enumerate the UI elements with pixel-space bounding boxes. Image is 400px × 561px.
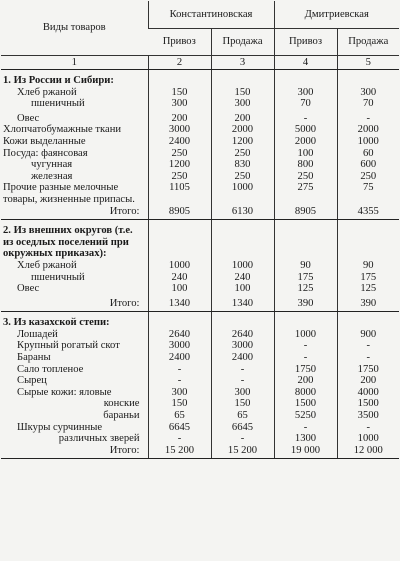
cell-value: 1000 xyxy=(211,182,274,205)
cell-value: 1105 xyxy=(148,182,211,205)
table-row xyxy=(1,283,399,295)
cell-value: 90 xyxy=(337,260,399,272)
row-label: железная xyxy=(31,170,73,182)
row-label: Сало топленое xyxy=(17,363,84,375)
cell-value: 1000 xyxy=(337,433,399,445)
row-label: 1. Из России и Сибири: xyxy=(3,75,114,86)
header-prodazha-2: Продажа xyxy=(337,29,399,56)
cell-value: 800 xyxy=(274,159,337,171)
table-row xyxy=(1,387,399,399)
cell-value: 75 xyxy=(337,182,399,205)
table-row xyxy=(1,352,399,364)
cell-value: 19 000 xyxy=(274,445,337,459)
cell-value: 1000 xyxy=(211,260,274,272)
cell-value: 175 xyxy=(337,272,399,284)
row-label: конские xyxy=(103,398,140,410)
table-row xyxy=(1,410,399,422)
row-label: бараньи xyxy=(103,410,140,422)
cell-value: - xyxy=(274,340,337,352)
row-label: 3. Из казахской степи: xyxy=(3,317,110,329)
cell-value: 390 xyxy=(274,295,337,312)
row-label: пшеничный xyxy=(31,98,85,110)
cell-value: 300 xyxy=(148,98,211,110)
cell-value: 300 xyxy=(148,387,211,399)
cell-value: 1340 xyxy=(211,295,274,312)
cell-value: - xyxy=(211,433,274,445)
cell-value: 275 xyxy=(274,182,337,205)
cell-value: 600 xyxy=(337,159,399,171)
table-row xyxy=(1,87,399,99)
cell-value: 250 xyxy=(337,171,399,183)
cell-value: 5250 xyxy=(274,410,337,422)
row-label: Сырые кожи: яловые xyxy=(17,386,112,398)
cell-value xyxy=(211,70,274,87)
header-col-number-3: 3 xyxy=(211,56,274,70)
cell-value: 200 xyxy=(148,110,211,125)
cell-value: - xyxy=(274,422,337,434)
cell-value: 8905 xyxy=(274,206,337,220)
table-row xyxy=(1,433,399,445)
cell-value: 65 xyxy=(148,410,211,422)
cell-value: 300 xyxy=(274,87,337,99)
cell-value xyxy=(274,220,337,260)
cell-value: 300 xyxy=(211,98,274,110)
row-label: Шкуры сурчинные xyxy=(17,421,103,433)
cell-value: 200 xyxy=(211,110,274,125)
header-col-number-4: 4 xyxy=(274,56,337,70)
cell-value: - xyxy=(148,364,211,376)
cell-value: 8000 xyxy=(274,387,337,399)
cell-value: 2400 xyxy=(148,136,211,148)
cell-value: 6130 xyxy=(211,206,274,220)
cell-value xyxy=(274,312,337,329)
cell-value: 250 xyxy=(211,171,274,183)
cell-value xyxy=(211,312,274,329)
cell-value: 240 xyxy=(211,272,274,284)
row-label: Крупный рогатый скот xyxy=(17,340,120,352)
row-label: Посуда: фаянсовая xyxy=(3,147,88,159)
table-row xyxy=(1,171,399,183)
row-label: Итого: xyxy=(1,445,148,459)
cell-value: 1000 xyxy=(148,260,211,272)
cell-value: 1500 xyxy=(337,398,399,410)
cell-value: 150 xyxy=(148,87,211,99)
cell-value: 2400 xyxy=(148,352,211,364)
cell-value: 1500 xyxy=(274,398,337,410)
cell-value: 1750 xyxy=(274,364,337,376)
header-col-number-1: 1 xyxy=(1,56,148,70)
cell-value: 100 xyxy=(211,283,274,295)
cell-value: 3000 xyxy=(211,340,274,352)
cell-value: 3500 xyxy=(337,410,399,422)
table-row xyxy=(1,295,399,312)
cell-value: 12 000 xyxy=(337,445,399,459)
table-row xyxy=(1,375,399,387)
cell-value: - xyxy=(211,375,274,387)
cell-value: 6645 xyxy=(211,422,274,434)
table-row xyxy=(1,272,399,284)
cell-value: 1000 xyxy=(274,329,337,341)
cell-value: 65 xyxy=(211,410,274,422)
row-label: Итого: xyxy=(1,206,148,220)
cell-value: 2000 xyxy=(337,124,399,136)
cell-value: 70 xyxy=(337,98,399,110)
table-row xyxy=(1,136,399,148)
row-label: Прочие разные мелочные товары, жизненные припасы. xyxy=(3,182,135,205)
cell-value xyxy=(274,70,337,87)
header-prodazha-1: Продажа xyxy=(211,29,274,56)
cell-value: 250 xyxy=(148,171,211,183)
cell-value: 2000 xyxy=(211,124,274,136)
row-label: Овес xyxy=(17,112,40,124)
cell-value: 150 xyxy=(211,87,274,99)
cell-value: 250 xyxy=(211,148,274,160)
table-row xyxy=(1,398,399,410)
header-dmitrievskaya: Дмитриевская xyxy=(274,1,399,29)
cell-value: - xyxy=(274,352,337,364)
cell-value: 1200 xyxy=(211,136,274,148)
cell-value: 125 xyxy=(337,283,399,295)
table-row xyxy=(1,70,399,87)
table-body xyxy=(1,70,399,459)
cell-value: 390 xyxy=(337,295,399,312)
cell-value: 150 xyxy=(211,398,274,410)
cell-value: 300 xyxy=(337,87,399,99)
row-label: чугунная xyxy=(31,159,73,171)
cell-value xyxy=(337,70,399,87)
table-row xyxy=(1,260,399,272)
table-row xyxy=(1,364,399,376)
header-konstantinovskaya: Константиновская xyxy=(148,1,274,29)
cell-value: 3000 xyxy=(148,340,211,352)
cell-value: 100 xyxy=(274,148,337,160)
trade-table xyxy=(1,1,399,459)
row-label: Кожи выделанные xyxy=(3,135,86,147)
cell-value: 2400 xyxy=(211,352,274,364)
cell-value: 200 xyxy=(274,375,337,387)
cell-value: 4000 xyxy=(337,387,399,399)
cell-value: - xyxy=(337,422,399,434)
cell-value: 150 xyxy=(148,398,211,410)
cell-value: - xyxy=(337,110,399,125)
cell-value: 175 xyxy=(274,272,337,284)
cell-value: 900 xyxy=(337,329,399,341)
row-label: Хлопчатобумажные ткани xyxy=(3,124,122,136)
cell-value xyxy=(148,312,211,329)
cell-value: - xyxy=(274,110,337,125)
cell-value: - xyxy=(148,433,211,445)
cell-value: 1750 xyxy=(337,364,399,376)
header-privoz-2: Привоз xyxy=(274,29,337,56)
table-row xyxy=(1,159,399,171)
cell-value: 70 xyxy=(274,98,337,110)
row-label: Хлеб ржаной xyxy=(17,259,77,271)
cell-value: 90 xyxy=(274,260,337,272)
row-label: Овес xyxy=(17,283,40,295)
cell-value: 1340 xyxy=(148,295,211,312)
cell-value: 2640 xyxy=(148,329,211,341)
table-row xyxy=(1,206,399,220)
cell-value: 250 xyxy=(148,148,211,160)
table-row xyxy=(1,148,399,160)
table-row xyxy=(1,220,399,260)
header-goods: Виды товаров xyxy=(1,1,148,56)
table-row xyxy=(1,98,399,110)
table-row xyxy=(1,124,399,136)
cell-value: 2640 xyxy=(211,329,274,341)
cell-value xyxy=(211,220,274,260)
table-row xyxy=(1,312,399,329)
cell-value xyxy=(148,220,211,260)
table-row xyxy=(1,110,399,125)
cell-value: 5000 xyxy=(274,124,337,136)
cell-value: 830 xyxy=(211,159,274,171)
cell-value: 3000 xyxy=(148,124,211,136)
cell-value: 1200 xyxy=(148,159,211,171)
header-col-number-2: 2 xyxy=(148,56,211,70)
cell-value: 250 xyxy=(274,171,337,183)
row-label: Бараны xyxy=(17,352,51,364)
header-privoz-1: Привоз xyxy=(148,29,211,56)
cell-value xyxy=(337,312,399,329)
cell-value: 100 xyxy=(148,283,211,295)
cell-value: 1300 xyxy=(274,433,337,445)
row-label: пшеничный xyxy=(31,271,85,283)
row-label: Сырец xyxy=(17,375,47,387)
cell-value: 15 200 xyxy=(148,445,211,459)
cell-value: - xyxy=(211,364,274,376)
row-label: 2. Из внешних округов (т.е. из оседлых поселений при окружных приказах): xyxy=(3,225,133,260)
cell-value: 6645 xyxy=(148,422,211,434)
cell-value: - xyxy=(337,340,399,352)
cell-value: - xyxy=(337,352,399,364)
cell-value: 8905 xyxy=(148,206,211,220)
row-label: различных зверей xyxy=(58,433,140,445)
cell-value xyxy=(337,220,399,260)
cell-value: 300 xyxy=(211,387,274,399)
row-label: Итого: xyxy=(1,295,148,312)
cell-value: 240 xyxy=(148,272,211,284)
row-label: Хлеб ржаной xyxy=(17,86,77,98)
table-row xyxy=(1,329,399,341)
table-row xyxy=(1,182,399,205)
cell-value: 2000 xyxy=(274,136,337,148)
cell-value: - xyxy=(148,375,211,387)
cell-value: 15 200 xyxy=(211,445,274,459)
cell-value: 200 xyxy=(337,375,399,387)
cell-value: 4355 xyxy=(337,206,399,220)
cell-value xyxy=(148,70,211,87)
cell-value: 125 xyxy=(274,283,337,295)
row-label: Лошадей xyxy=(17,328,58,340)
header-col-number-5: 5 xyxy=(337,56,399,70)
table-row xyxy=(1,445,399,459)
cell-value: 60 xyxy=(337,148,399,160)
table-row xyxy=(1,340,399,352)
table-row xyxy=(1,422,399,434)
cell-value: 1000 xyxy=(337,136,399,148)
